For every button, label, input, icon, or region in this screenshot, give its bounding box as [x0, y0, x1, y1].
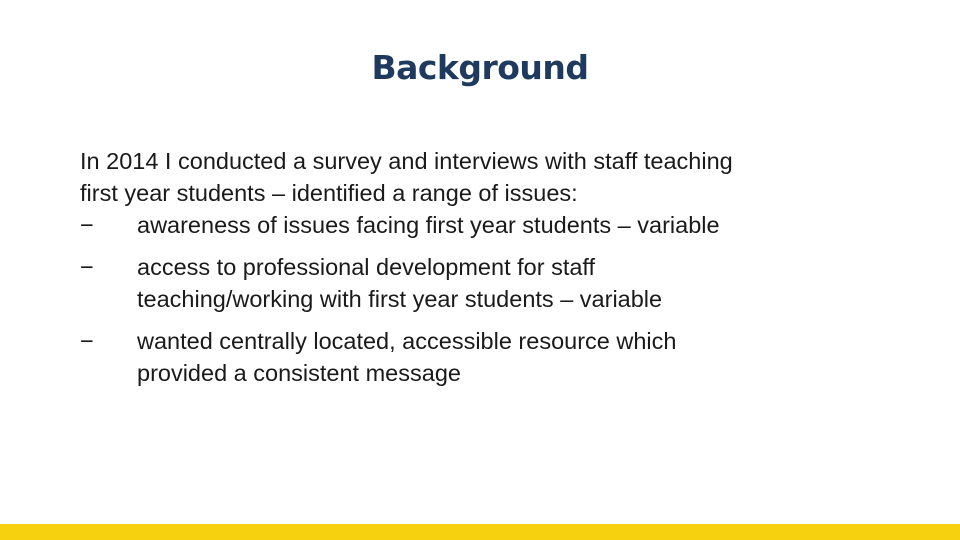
intro-paragraph	[80, 145, 900, 209]
footer-accent-bar	[0, 524, 960, 540]
list-item	[80, 209, 900, 241]
list-item	[80, 325, 900, 389]
bullet-text-line: wanted centrally located, accessible resource which	[137, 328, 677, 354]
bullet-dash: −	[80, 328, 94, 354]
bullet-text-line: awareness of issues facing first year students – variable	[137, 212, 720, 238]
bullet-dash: −	[80, 212, 94, 238]
bullet-dash: −	[80, 254, 94, 280]
intro-line-1: In 2014 I conducted a survey and interviews with staff teaching	[80, 148, 733, 174]
intro-line-2: first year students – identified a range of issues:	[80, 180, 578, 206]
bullet-text-line: provided a consistent message	[137, 360, 461, 386]
bullet-text-line: access to professional development for staff	[137, 254, 596, 280]
bullet-text-line: teaching/working with first year students – variable	[137, 286, 663, 312]
slide-title: Background	[371, 48, 589, 87]
list-item	[80, 251, 900, 315]
slide-body	[80, 145, 900, 389]
issues-list	[80, 209, 900, 389]
